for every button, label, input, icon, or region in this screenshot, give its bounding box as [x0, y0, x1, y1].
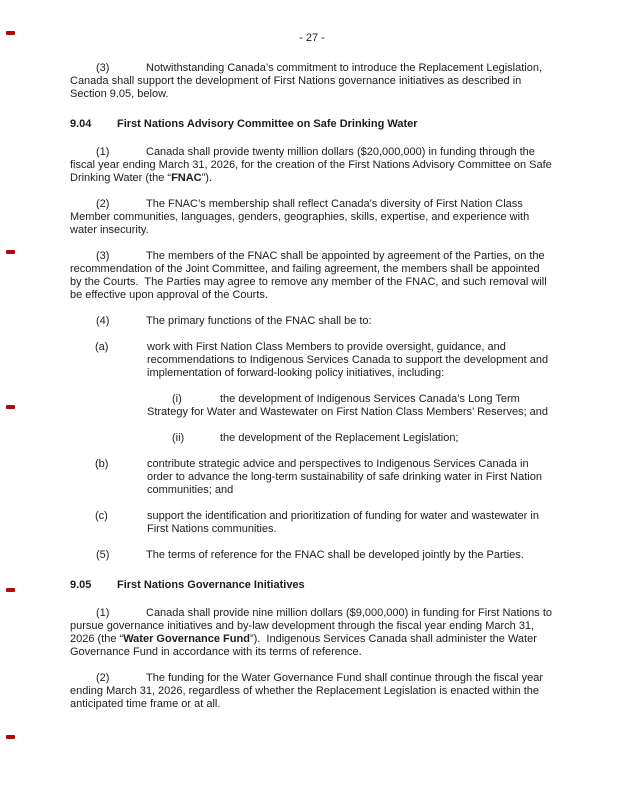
list-item-text: contribute strategic advice and perspectives to Indigenous Services Canada in order to advance the long-term sustainability of safe drinking water in First Nation communities; and — [147, 458, 546, 496]
paragraph-9.05-2 — [70, 672, 554, 711]
paragraph-text: ”). Indigenous Services Canada shall administer the Water Governance Fund in accordance with its terms of reference. — [70, 633, 540, 658]
list-item-c — [70, 510, 554, 536]
paragraph-text: Notwithstanding Canada’s commitment to introduce the Replacement Legislation, Canada shall support the development of First Nations governance initiatives as described in Section 9.05, below. — [70, 62, 546, 100]
paragraph-number: (5) — [96, 549, 110, 561]
defined-term-water-governance-fund: Water Governance Fund — [123, 633, 250, 645]
list-item-a-ii — [70, 432, 554, 445]
paragraph-9.04-2 — [70, 198, 554, 237]
paragraph-number: (1) — [96, 146, 110, 158]
list-item-b — [70, 458, 554, 497]
margin-mark — [6, 588, 15, 592]
section-title: First Nations Advisory Committee on Safe Drinking Water — [117, 118, 418, 130]
page-number: - 27 - — [299, 32, 325, 44]
paragraph-text: The FNAC’s membership shall reflect Canada’s diversity of First Nation Class Member communities, languages, genders, geographies, skills, expertise, and experience with water insecurity. — [70, 198, 533, 236]
section-number: 9.04 — [70, 118, 92, 130]
paragraph-text: ”). — [201, 172, 213, 184]
paragraph-number: (1) — [96, 607, 110, 619]
paragraph-text: Canada shall provide nine million dollars ($9,000,000) in funding for First Nations to pursue governance initiatives and by-law development through the fiscal year ending March 31, 2026 (the “ — [70, 607, 556, 645]
paragraph-text: The terms of reference for the FNAC shall be developed jointly by the Parties. — [146, 549, 524, 561]
defined-term-fnac: FNAC — [171, 172, 202, 184]
section-title: First Nations Governance Initiatives — [117, 579, 305, 591]
list-item-a — [70, 341, 554, 380]
list-item-a-i — [70, 393, 554, 419]
section-heading-9.05 — [70, 575, 554, 592]
margin-mark — [6, 250, 15, 254]
paragraph-number: (3) — [96, 62, 110, 74]
list-item-text: the development of the Replacement Legislation; — [220, 432, 459, 444]
paragraph-9.03-3 — [70, 62, 554, 101]
list-item-label: (a) — [95, 341, 109, 353]
margin-mark — [6, 405, 15, 409]
section-heading-9.04 — [70, 114, 554, 131]
paragraph-text: The funding for the Water Governance Fund shall continue through the fiscal year ending March 31, 2026, regardless of whether the Replacement Legislation is enacted within the anticipated time frame or at all. — [70, 672, 547, 710]
list-item-text: the development of Indigenous Services Canada’s Long Term Strategy for Water and Wastewater on First Nation Class Members’ Reserves; and — [147, 393, 549, 418]
list-item-label: (b) — [95, 458, 109, 470]
paragraph-9.04-3 — [70, 250, 554, 302]
paragraph-9.04-4 — [70, 315, 554, 328]
paragraph-number: (2) — [96, 672, 110, 684]
paragraph-text: The primary functions of the FNAC shall be to: — [146, 315, 372, 327]
paragraph-number: (3) — [96, 250, 110, 262]
margin-mark — [6, 31, 15, 35]
list-item-text: work with First Nation Class Members to provide oversight, guidance, and recommendations to Indigenous Services Canada to support the development and implementation of forward-looking policy initiatives, including: — [147, 341, 552, 379]
paragraph-9.04-1 — [70, 146, 554, 185]
paragraph-text: The members of the FNAC shall be appointed by agreement of the Parties, on the recommendation of the Joint Committee, and failing agreement, the members shall be appointed by the Courts. The Parties may agree to remove any member of the FNAC, and such removal will be effective upon approval of the Courts. — [70, 250, 550, 301]
paragraph-9.05-1 — [70, 607, 554, 659]
section-number: 9.05 — [70, 579, 92, 591]
list-item-text: support the identification and prioritization of funding for water and wastewater in First Nations communities. — [147, 510, 543, 535]
paragraph-9.04-5 — [70, 549, 554, 562]
paragraph-text: Canada shall provide twenty million dollars ($20,000,000) in funding through the fiscal year ending March 31, 2026, for the creation of the First Nations Advisory Committee on Safe Drinking Water (the “ — [70, 146, 555, 184]
paragraph-number: (2) — [96, 198, 110, 210]
list-item-label: (ii) — [172, 432, 185, 444]
list-item-label: (c) — [95, 510, 108, 522]
paragraph-number: (4) — [96, 315, 110, 327]
margin-mark — [6, 735, 15, 739]
list-item-label: (i) — [172, 393, 182, 405]
